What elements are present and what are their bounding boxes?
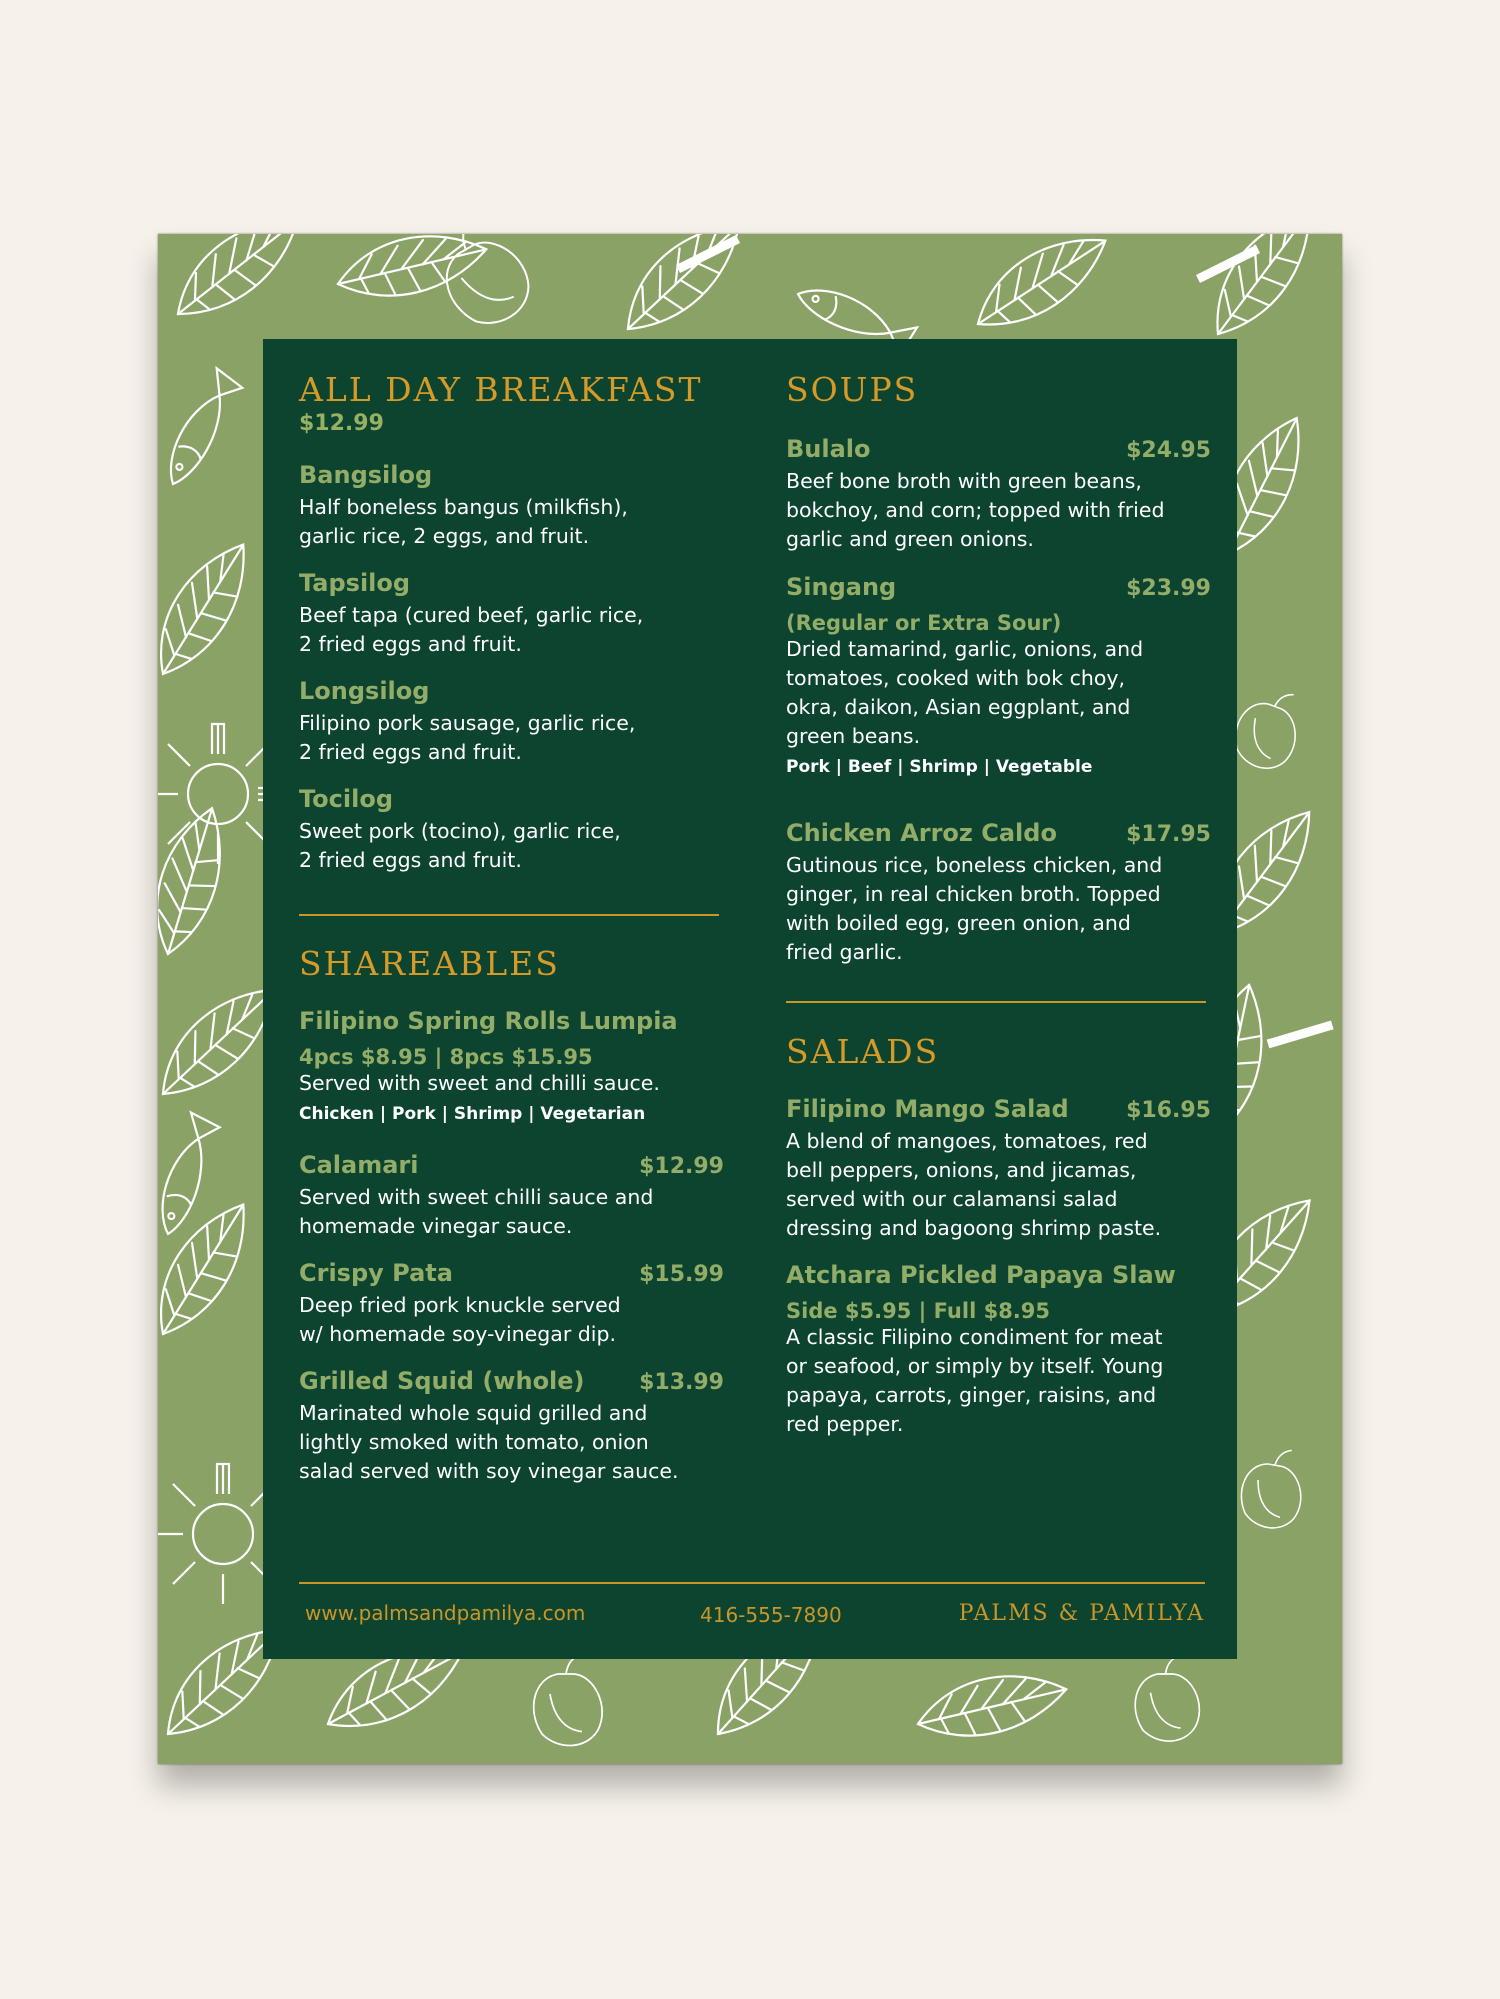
item-description: Filipino pork sausage, garlic rice, 2 fried eggs and fruit. (299, 711, 636, 764)
item-name: Atchara Pickled Papaya Slaw (786, 1261, 1176, 1289)
banana-leaf-icon (1186, 234, 1342, 338)
item-name: Filipino Spring Rolls Lumpia (299, 1007, 678, 1035)
item-description: A classic Filipino condiment for meat or seafood, or simply by itself. Young papaya, carrots, ginger, raisins, and red pepper. (786, 1325, 1164, 1436)
banana-leaf-icon (967, 236, 1117, 328)
item-name: Tapsilog (299, 569, 411, 597)
section-divider (786, 1001, 1206, 1003)
item-price: $12.99 (639, 1154, 724, 1179)
menu-sheet (158, 234, 1342, 1764)
item-options: Pork | Beef | Shrimp | Vegetable (786, 757, 1093, 777)
item-variant: (Regular or Extra Sour) (786, 611, 1062, 635)
menu-item-calamari (299, 1151, 724, 1241)
item-price: $16.95 (1126, 1098, 1211, 1123)
menu-item-longsilog (299, 677, 724, 767)
item-price-options: Side $5.95 | Full $8.95 (786, 1299, 1051, 1323)
bell-pepper-icon (1135, 1655, 1199, 1741)
banana-leaf-icon (161, 234, 314, 318)
section-title-salads: SALADS (786, 1032, 940, 1071)
menu-item-crispy-pata (299, 1259, 724, 1349)
item-price: $15.99 (639, 1262, 724, 1287)
menu-item-bulalo (786, 435, 1211, 554)
website-link[interactable]: www.palmsandpamilya.com (305, 1601, 586, 1625)
menu-item-arroz-caldo (786, 819, 1211, 967)
bell-pepper-icon (534, 1654, 602, 1746)
item-price: $23.99 (1126, 576, 1211, 601)
item-name: Bulalo (786, 435, 871, 463)
item-name: Longsilog (299, 677, 430, 705)
banana-leaf-icon (322, 1647, 467, 1728)
menu-item-singang (786, 573, 1211, 777)
item-description: Served with sweet and chilli sauce. (299, 1071, 660, 1095)
section-title-soups: SOUPS (786, 370, 919, 409)
item-name: Calamari (299, 1151, 419, 1179)
item-price: $17.95 (1126, 822, 1211, 847)
menu-item-bangsilog (299, 461, 724, 551)
phone-number: 416-555-7890 (700, 1603, 842, 1627)
menu-item-tapsilog (299, 569, 724, 659)
menu-item-tocilog (299, 785, 724, 875)
menu-panel (263, 339, 1237, 1659)
item-description: Served with sweet chilli sauce and homemade vinegar sauce. (299, 1185, 654, 1238)
fish-icon (158, 368, 245, 490)
section-title-breakfast: ALL DAY BREAKFAST (299, 370, 703, 409)
item-name: Bangsilog (299, 461, 433, 489)
item-name: Crispy Pata (299, 1259, 453, 1287)
banana-leaf-icon (158, 805, 261, 957)
section-title-shareables: SHAREABLES (299, 944, 560, 983)
item-description: Beef tapa (cured beef, garlic rice, 2 fried eggs and fruit. (299, 603, 644, 656)
banana-leaf-icon (606, 234, 761, 333)
menu-item-atchara (786, 1261, 1211, 1439)
banana-leaf-icon (158, 1201, 280, 1338)
item-description: Half boneless bangus (milkfish), garlic rice, 2 eggs, and fruit. (299, 495, 628, 548)
menu-item-grilled-squid (299, 1367, 724, 1486)
item-description: Gutinous rice, boneless chicken, and ginger, in real chicken broth. Topped with boiled egg, green onion, and fried garlic. (786, 853, 1163, 964)
item-price: $13.99 (639, 1370, 724, 1395)
brand-logo-text: PALMS & PAMILYA (958, 1601, 1205, 1626)
item-description: Sweet pork (tocino), garlic rice, 2 fried eggs and fruit. (299, 819, 621, 872)
item-options: Chicken | Pork | Shrimp | Vegetarian (299, 1104, 646, 1124)
item-name: Singang (786, 573, 897, 601)
breakfast-price: $12.99 (299, 411, 384, 436)
item-name: Tocilog (299, 785, 394, 813)
mango-icon (1236, 1443, 1309, 1532)
item-description: A blend of mangoes, tomatoes, red bell peppers, onions, and jicamas, served with our calamansi salad dressing and bagoong shrimp paste. (786, 1129, 1162, 1240)
item-description: Beef bone broth with green beans, bokchoy, and corn; topped with fried garlic and green onions. (786, 469, 1165, 551)
menu-item-lumpia (299, 1007, 724, 1124)
banana-leaf-icon (917, 1660, 1067, 1752)
item-name: Chicken Arroz Caldo (786, 819, 1057, 847)
item-description: Dried tamarind, garlic, onions, and tomatoes, cooked with bok choy, okra, daikon, Asian eggplant, and green beans. (786, 637, 1144, 748)
footer-divider (299, 1582, 1205, 1584)
item-name: Filipino Mango Salad (786, 1095, 1069, 1123)
item-description: Marinated whole squid grilled and lightly smoked with tomato, onion salad served with soy vinegar sauce. (299, 1401, 679, 1483)
banana-leaf-icon (158, 541, 280, 678)
item-price: $24.95 (1126, 438, 1211, 463)
menu-item-mango-salad (786, 1095, 1211, 1243)
item-description: Deep fried pork knuckle served w/ homemade soy-vinegar dip. (299, 1293, 621, 1346)
section-divider (299, 914, 719, 916)
item-name: Grilled Squid (whole) (299, 1367, 585, 1395)
item-price-options: 4pcs $8.95 | 8pcs $15.95 (299, 1045, 593, 1069)
mango-icon (1227, 680, 1311, 776)
